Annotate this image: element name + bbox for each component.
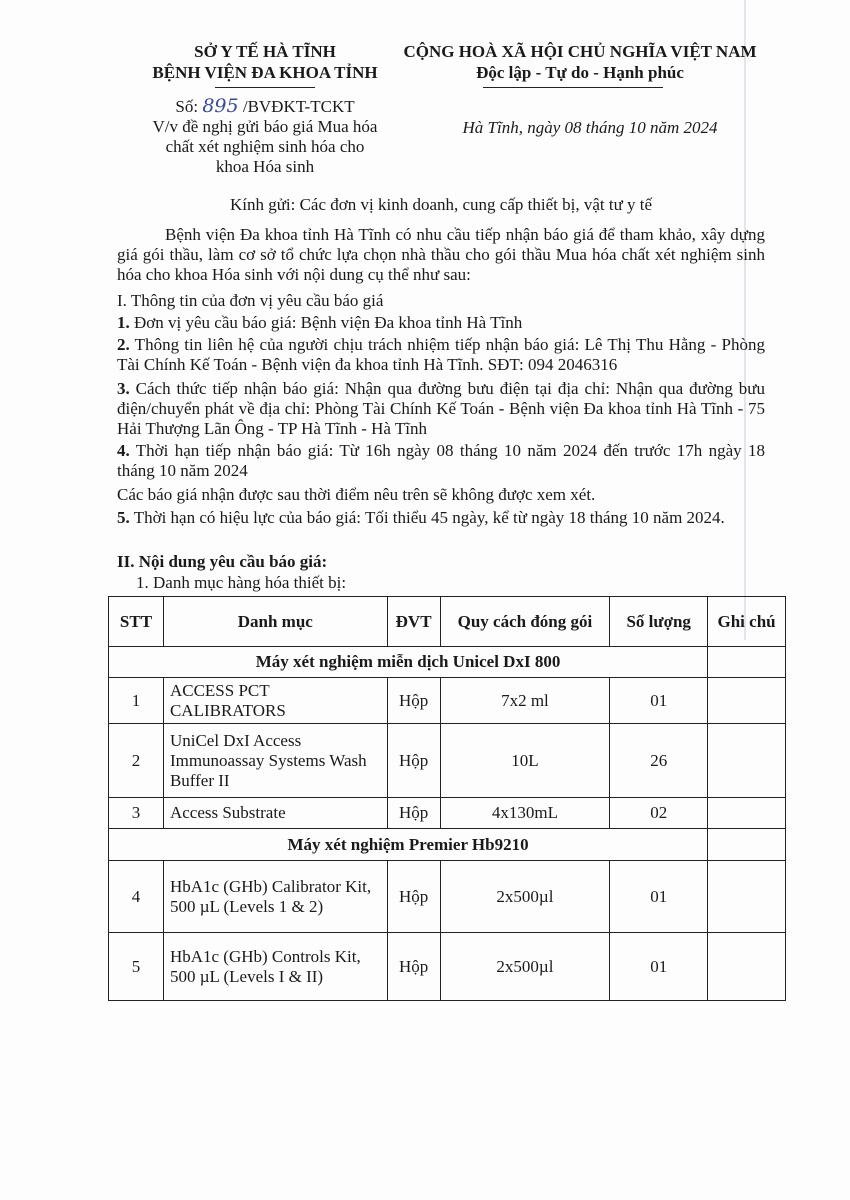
item-1: 1. Đơn vị yêu cầu báo giá: Bệnh viện Đa khoa tỉnh Hà Tĩnh — [117, 313, 523, 332]
divider — [483, 87, 663, 88]
item-note: Các báo giá nhận được sau thời điểm nêu trên sẽ không được xem xét. — [117, 485, 596, 504]
header-right — [380, 41, 780, 83]
hospital-name: BỆNH VIỆN ĐA KHOA TỈNH — [152, 63, 378, 82]
table-row: 4 HbA1c (GHb) Calibrator Kit, 500 µL (Levels 1 & 2) Hộp 2x500µl 01 — [109, 861, 786, 933]
goods-table — [108, 596, 786, 1001]
intro-paragraph: Bệnh viện Đa khoa tỉnh Hà Tĩnh có nhu cầu tiếp nhận báo giá để tham khảo, xây dựng giá gói thầu, làm cơ sở tổ chức lựa chọn nhà thầu cho gói thầu Mua hóa chất xét nghiệm sinh hóa cho khoa Hóa sinh với nội dung cụ thể như sau: — [117, 225, 765, 284]
item-2: 2. Thông tin liên hệ của người chịu trách nhiệm tiếp nhận báo giá: Lê Thị Thu Hằng - Phòng Tài Chính Kế Toán - Bệnh viện đa khoa tỉnh Hà Tĩnh. SĐT: 094 2046316 — [117, 335, 765, 374]
table-row: 5 HbA1c (GHb) Controls Kit, 500 µL (Levels I & II) Hộp 2x500µl 01 — [109, 933, 786, 1001]
recipient: Kính gửi: Các đơn vị kinh doanh, cung cấp thiết bị, vật tư y tế — [229, 195, 653, 214]
section-1-heading: I. Thông tin của đơn vị yêu cầu báo giá — [117, 291, 384, 310]
motto: Độc lập - Tự do - Hạnh phúc — [476, 63, 684, 82]
col-stt: STT — [109, 597, 164, 647]
group-row: Máy xét nghiệm miễn dịch Unicel DxI 800 — [109, 647, 786, 678]
item-3: 3. Cách thức tiếp nhận báo giá: Nhận qua đường bưu điện tại địa chỉ: Nhận qua đường bưu điện/chuyển phát về địa chỉ: Phòng Tài Chính Kế Toán - Bệnh viện Đa khoa tỉnh Hà Tĩnh - 75 Hải Thượng Lãn Ông - TP Hà Tĩnh - Hà Tĩnh — [117, 379, 765, 438]
country-name: CỘNG HOÀ XÃ HỘI CHỦ NGHĨA VIỆT NAM — [403, 42, 757, 61]
col-name: Danh mục — [163, 597, 387, 647]
doc-number: Số: 895 /BVĐKT-TCKT — [175, 95, 355, 117]
handwritten-number: 895 — [202, 95, 239, 117]
table-row: 2 UniCel DxI Access Immunoassay Systems Wash Buffer II Hộp 10L 26 — [109, 724, 786, 798]
table-row: 1 ACCESS PCT CALIBRATORS Hộp 7x2 ml 01 — [109, 678, 786, 724]
divider — [215, 87, 315, 88]
table-header-row — [109, 597, 786, 647]
col-unit: ĐVT — [387, 597, 440, 647]
subject-line: khoa Hóa sinh — [215, 157, 315, 176]
subject-line: V/v đề nghị gửi báo giá Mua hóa — [152, 117, 378, 136]
subsection-heading: 1. Danh mục hàng hóa thiết bị: — [136, 573, 347, 592]
section-2-heading: II. Nội dung yêu cầu báo giá: — [117, 552, 328, 571]
doc-meta — [100, 96, 430, 177]
group-row: Máy xét nghiệm Premier Hb9210 — [109, 829, 786, 861]
ministry-name: SỞ Y TẾ HÀ TĨNH — [194, 42, 336, 61]
col-packaging: Quy cách đóng gói — [440, 597, 610, 647]
header-left — [130, 41, 400, 83]
table-row: 3 Access Substrate Hộp 4x130mL 02 — [109, 798, 786, 829]
item-4: 4. Thời hạn tiếp nhận báo giá: Từ 16h ngày 08 tháng 10 năm 2024 đến trước 17h ngày 18 tháng 10 năm 2024 — [117, 441, 765, 480]
col-note: Ghi chú — [708, 597, 786, 647]
col-quantity: Số lượng — [610, 597, 708, 647]
item-5: 5. Thời hạn có hiệu lực của báo giá: Tối thiểu 45 ngày, kể từ ngày 18 tháng 10 năm 2024. — [117, 508, 725, 527]
subject-line: chất xét nghiệm sinh hóa cho — [165, 137, 365, 156]
date-line: Hà Tĩnh, ngày 08 tháng 10 năm 2024 — [462, 118, 718, 137]
